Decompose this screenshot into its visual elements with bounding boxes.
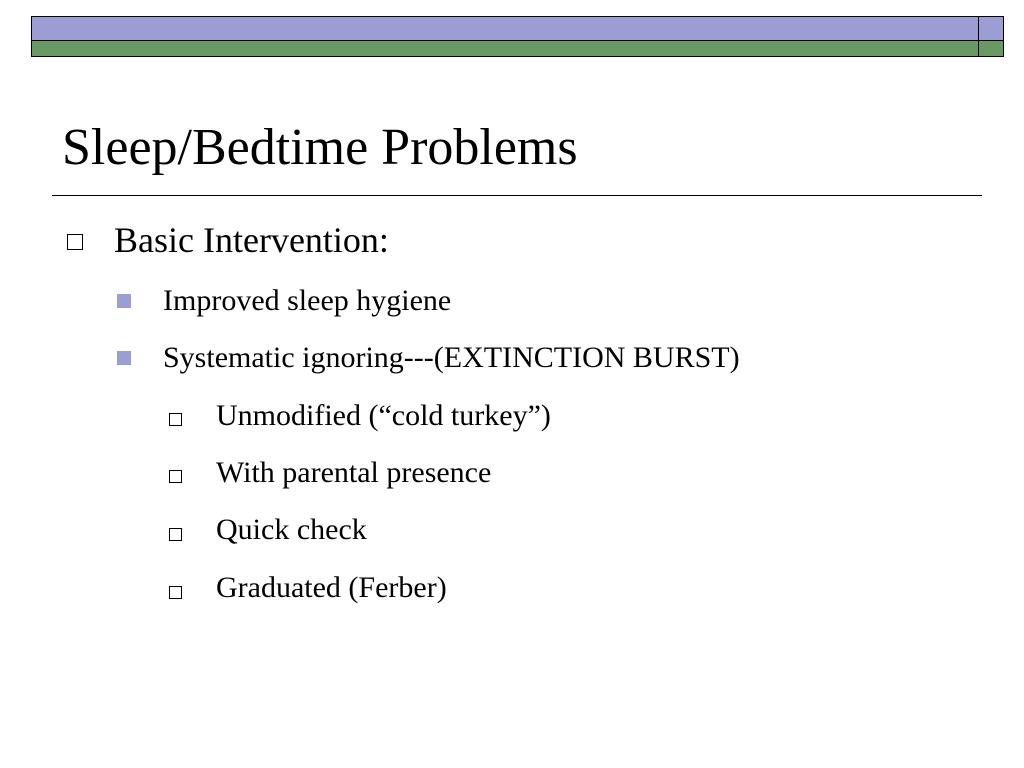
hollow-square-bullet-icon bbox=[169, 586, 182, 599]
hollow-square-bullet-icon bbox=[169, 413, 182, 426]
bullet-improved-sleep-hygiene: Improved sleep hygiene bbox=[163, 284, 452, 317]
header-band-bottom bbox=[32, 41, 978, 56]
filled-square-bullet-icon bbox=[117, 351, 131, 365]
filled-square-bullet-icon bbox=[117, 294, 131, 308]
header-band bbox=[31, 16, 1004, 57]
bullet-parental-presence: With parental presence bbox=[216, 456, 492, 489]
bullet-quick-check: Quick check bbox=[216, 513, 367, 546]
hollow-square-bullet-icon bbox=[67, 234, 83, 250]
hollow-square-bullet-icon bbox=[169, 470, 182, 483]
corner-square-bottom bbox=[979, 41, 1003, 56]
corner-square-top bbox=[979, 17, 1003, 41]
bullet-basic-intervention: Basic Intervention: bbox=[114, 220, 389, 260]
title-underline bbox=[52, 195, 982, 196]
hollow-square-bullet-icon bbox=[169, 528, 182, 541]
bullet-graduated-ferber: Graduated (Ferber) bbox=[216, 571, 447, 604]
bullet-systematic-ignoring: Systematic ignoring---(EXTINCTION BURST) bbox=[163, 341, 740, 374]
bullet-unmodified: Unmodified (“cold turkey”) bbox=[216, 399, 551, 432]
header-band-top bbox=[32, 17, 978, 41]
slide-title: Sleep/Bedtime Problems bbox=[62, 119, 578, 176]
